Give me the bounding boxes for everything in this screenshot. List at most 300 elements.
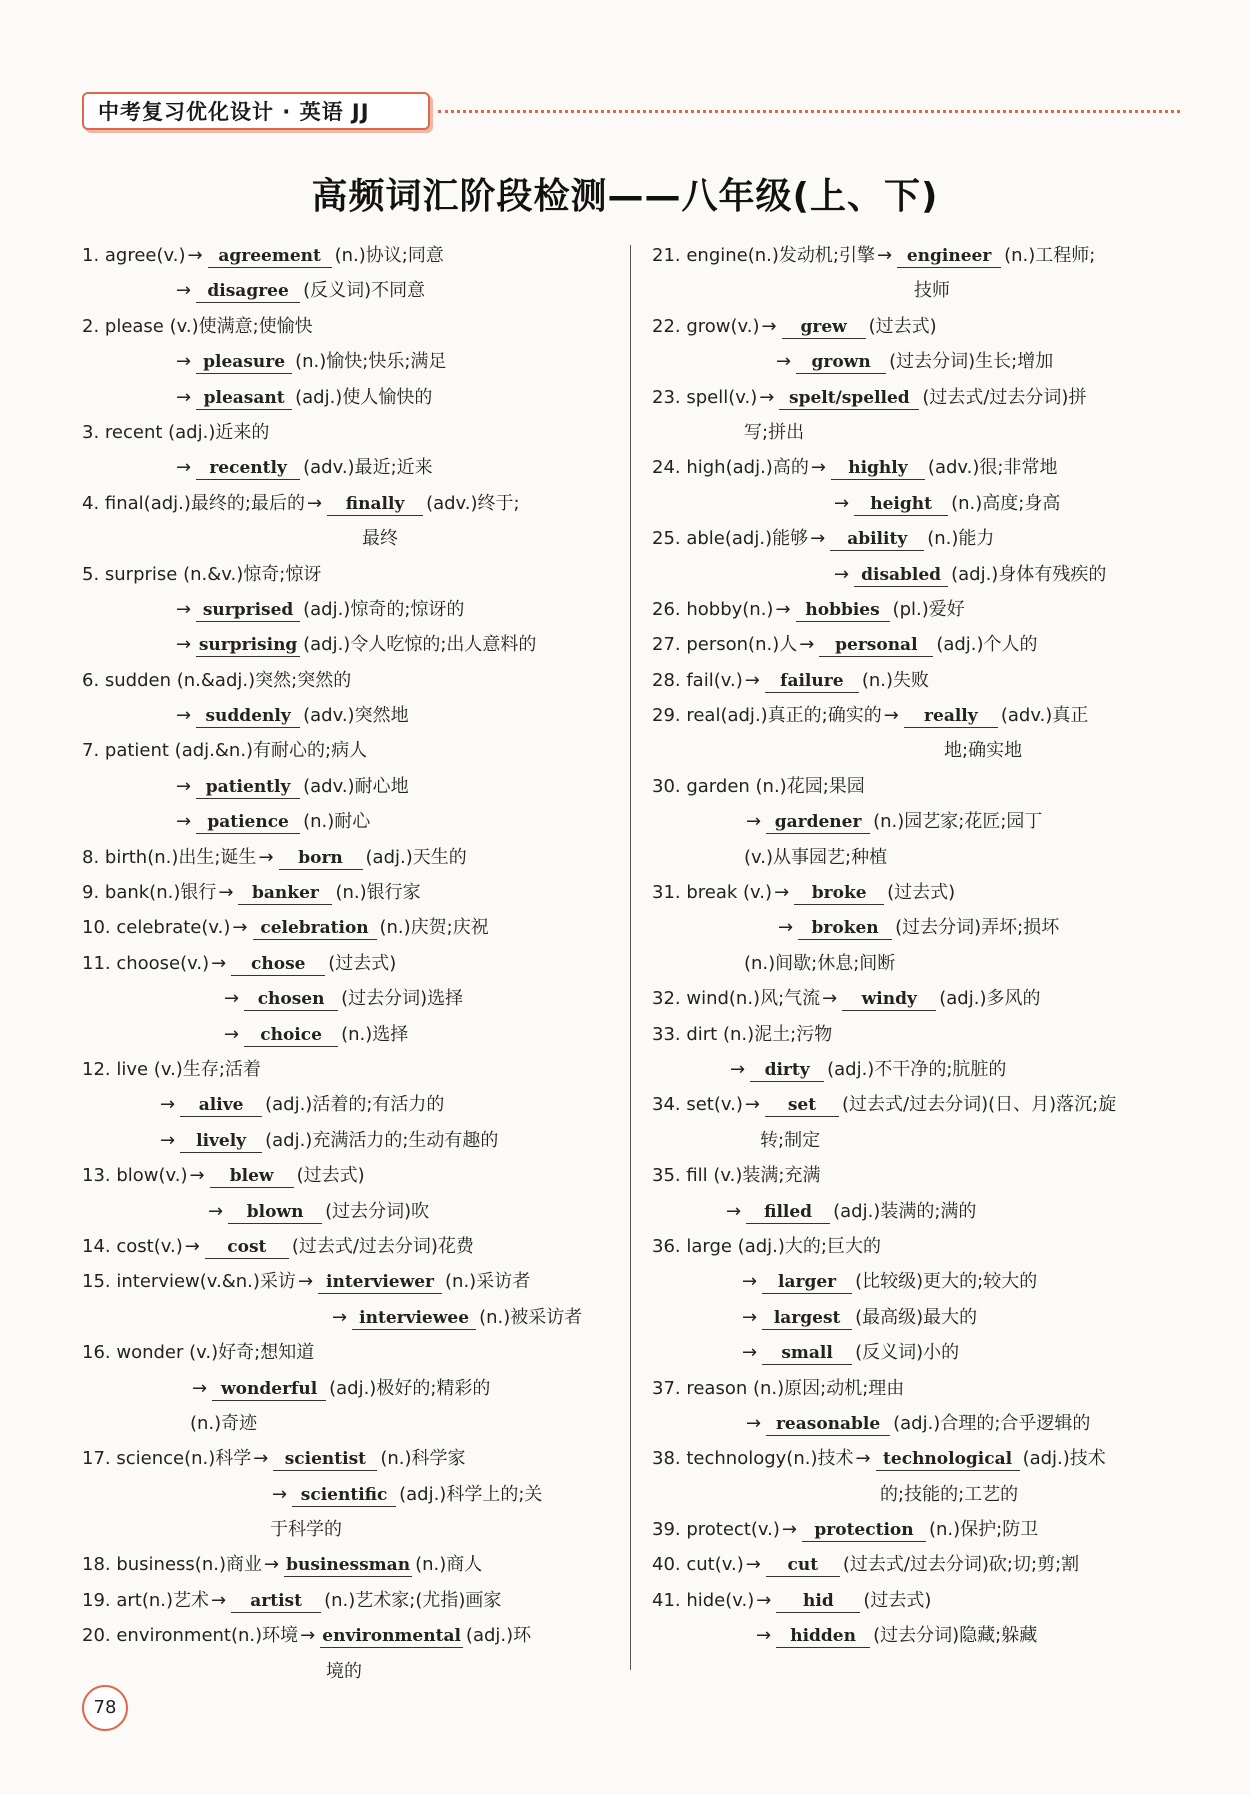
vocab-text: (adj.)合理的;合乎逻辑的 xyxy=(893,1412,1091,1434)
answer-blank: patiently xyxy=(196,776,300,799)
vocab-text: 36. large (adj.)大的;巨大的 xyxy=(652,1235,881,1257)
answer-blank: engineer xyxy=(897,245,1001,268)
answer-blank: reasonable xyxy=(766,1413,890,1436)
vocab-text: (n.)庆贺;庆祝 xyxy=(379,917,489,939)
vocab-text: 转;制定 xyxy=(760,1129,821,1151)
vocab-text: (adj.)极好的;精彩的 xyxy=(329,1377,491,1399)
vocab-line xyxy=(82,1087,622,1122)
answer-blank: spelt/spelled xyxy=(779,387,919,410)
vocab-text: 26. hobby(n.) xyxy=(652,598,774,620)
vocab-line xyxy=(82,1441,622,1476)
vocab-text: (过去分词)弄坏;损坏 xyxy=(895,917,1060,939)
arrow-icon: → xyxy=(176,811,192,833)
answer-blank: interviewee xyxy=(352,1307,476,1330)
vocab-line xyxy=(82,627,622,662)
vocab-line xyxy=(82,238,622,273)
vocab-text: 33. dirt (n.)泥土;污物 xyxy=(652,1023,833,1045)
vocab-text: (adv.)耐心地 xyxy=(303,775,409,797)
answer-blank: born xyxy=(279,847,363,870)
arrow-icon: → xyxy=(211,1589,227,1611)
arrow-icon: → xyxy=(253,1448,269,1470)
answer-blank: filled xyxy=(746,1201,830,1224)
arrow-icon: → xyxy=(176,351,192,373)
vocab-line xyxy=(82,521,622,556)
answer-blank: interviewer xyxy=(318,1271,442,1294)
vocab-text: (过去式/过去分词)拼 xyxy=(922,386,1087,408)
arrow-icon: → xyxy=(224,988,240,1010)
vocab-text: (n.)被采访者 xyxy=(479,1306,583,1328)
vocab-line xyxy=(652,1052,1192,1087)
vocab-text: 34. set(v.) xyxy=(652,1094,743,1116)
vocab-text: 2. please (v.)使满意;使愉快 xyxy=(82,315,313,337)
vocab-text: (n.)银行家 xyxy=(335,882,421,904)
vocab-text: (adv.)真正 xyxy=(1000,705,1089,727)
vocab-line xyxy=(82,1052,622,1087)
answer-blank: larger xyxy=(762,1271,852,1294)
vocab-text: 8. birth(n.)出生;诞生 xyxy=(82,846,257,868)
arrow-icon: → xyxy=(726,1200,742,1222)
vocab-text: (adj.)装满的;满的 xyxy=(833,1200,977,1222)
vocab-line xyxy=(652,769,1192,804)
vocab-text: (n.)商人 xyxy=(415,1554,483,1576)
arrow-icon: → xyxy=(306,492,323,514)
answer-blank: height xyxy=(854,493,948,516)
vocab-text: (过去式) xyxy=(868,315,937,337)
vocab-text: 37. reason (n.)原因;动机;理由 xyxy=(652,1377,905,1399)
vocab-text: (adj.)科学上的;关 xyxy=(399,1483,543,1505)
vocab-line xyxy=(82,1654,622,1689)
vocab-line xyxy=(652,1441,1192,1476)
arrow-icon: → xyxy=(300,1625,316,1647)
vocab-text: (adj.)惊奇的;惊讶的 xyxy=(303,598,465,620)
vocab-line xyxy=(652,1477,1192,1512)
vocab-line xyxy=(82,840,622,875)
vocab-text: (adj.)身体有残疾的 xyxy=(951,563,1107,585)
arrow-icon: → xyxy=(756,1625,772,1647)
vocab-text: (adj.)令人吃惊的;出人意料的 xyxy=(303,634,537,656)
vocab-text: (adv.)很;非常地 xyxy=(927,457,1058,479)
vocab-text: (n.)采访者 xyxy=(445,1271,531,1293)
answer-blank: patience xyxy=(196,811,300,834)
arrow-icon: → xyxy=(176,280,192,302)
answer-blank: hid xyxy=(776,1590,860,1613)
arrow-icon: → xyxy=(746,811,762,833)
vocab-line xyxy=(652,238,1192,273)
vocab-text: (adv.)突然地 xyxy=(303,705,409,727)
arrow-icon: → xyxy=(810,457,826,479)
vocab-line xyxy=(82,273,622,308)
vocab-text: 3. recent (adj.)近来的 xyxy=(82,421,270,443)
vocab-text: 15. interview(v.&n.)采访 xyxy=(82,1271,296,1293)
vocab-text: 10. celebrate(v.) xyxy=(82,917,231,939)
vocab-text: (n.)愉快;快乐;满足 xyxy=(295,351,447,373)
vocab-text: (比较级)更大的;较大的 xyxy=(855,1271,1038,1293)
vocab-text: 25. able(adj.)能够 xyxy=(652,528,809,550)
vocab-line xyxy=(652,698,1192,733)
answer-blank: chosen xyxy=(244,988,338,1011)
vocab-text: (n.)高度;身高 xyxy=(951,492,1061,514)
answer-blank: cost xyxy=(205,1236,289,1259)
arrow-icon: → xyxy=(730,1058,746,1080)
vocab-line xyxy=(652,1264,1192,1299)
vocab-line xyxy=(82,875,622,910)
arrow-icon: → xyxy=(761,315,777,337)
vocab-text: (adv.)最近;近来 xyxy=(303,457,433,479)
vocab-line xyxy=(82,1583,622,1618)
vocab-text: (过去分词)选择 xyxy=(341,988,464,1010)
answer-blank: chose xyxy=(231,953,325,976)
vocab-text: 7. patient (adj.&n.)有耐心的;病人 xyxy=(82,740,368,762)
vocab-text: (n.)艺术家;(尤指)画家 xyxy=(324,1589,502,1611)
vocab-line xyxy=(652,344,1192,379)
vocab-text: (adj.)技术 xyxy=(1022,1448,1106,1470)
answer-blank: pleasant xyxy=(196,387,292,410)
answer-blank: celebration xyxy=(253,917,377,940)
answer-blank: scientist xyxy=(273,1448,377,1471)
vocab-text: (反义词)不同意 xyxy=(303,280,426,302)
vocab-line xyxy=(652,1618,1192,1653)
answer-blank: surprising xyxy=(196,634,300,657)
answer-blank: grew xyxy=(782,316,866,339)
vocab-text: 6. sudden (n.&adj.)突然;突然的 xyxy=(82,669,352,691)
vocab-text: 41. hide(v.) xyxy=(652,1589,755,1611)
answer-blank: cut xyxy=(766,1554,840,1577)
vocab-line xyxy=(652,733,1192,768)
arrow-icon: → xyxy=(176,775,192,797)
vocab-line xyxy=(652,1194,1192,1229)
vocab-text: 40. cut(v.) xyxy=(652,1554,744,1576)
vocab-text: (pl.)爱好 xyxy=(892,598,965,620)
vocab-line xyxy=(652,1017,1192,1052)
vocab-line xyxy=(652,981,1192,1016)
vocab-text: (过去分词)隐藏;躲藏 xyxy=(873,1625,1038,1647)
arrow-icon: → xyxy=(187,245,203,266)
answer-blank: really xyxy=(904,705,998,728)
vocab-line xyxy=(652,380,1192,415)
answer-blank: finally xyxy=(327,493,423,516)
arrow-icon: → xyxy=(746,1412,762,1434)
arrow-icon: → xyxy=(263,1554,280,1576)
arrow-icon: → xyxy=(834,492,850,514)
answer-blank: choice xyxy=(244,1024,338,1047)
vocab-line xyxy=(82,1618,622,1653)
vocab-line xyxy=(652,1335,1192,1370)
arrow-icon: → xyxy=(822,988,838,1010)
vocab-text: 39. protect(v.) xyxy=(652,1519,780,1541)
arrow-icon: → xyxy=(297,1271,314,1293)
answer-blank: lively xyxy=(180,1130,262,1153)
vocab-text: (adj.)环 xyxy=(465,1625,532,1647)
vocab-line xyxy=(82,1477,622,1512)
arrow-icon: → xyxy=(778,917,794,939)
arrow-icon: → xyxy=(224,1023,240,1045)
arrow-icon: → xyxy=(176,634,192,656)
answer-blank: highly xyxy=(831,457,925,480)
vocab-text: (adj.)多风的 xyxy=(939,988,1041,1010)
answer-blank: protection xyxy=(802,1519,926,1542)
vocab-line xyxy=(82,1512,622,1547)
vocab-line xyxy=(652,1229,1192,1264)
vocab-text: 30. garden (n.)花园;果园 xyxy=(652,775,865,797)
arrow-icon: → xyxy=(176,457,192,479)
vocab-line xyxy=(82,910,622,945)
vocab-text: 23. spell(v.) xyxy=(652,386,758,408)
arrow-icon: → xyxy=(742,1306,758,1328)
vocab-text: 27. person(n.)人 xyxy=(652,634,798,656)
vocab-line xyxy=(82,1194,622,1229)
vocab-text: (adj.)天生的 xyxy=(365,846,467,868)
answer-blank: gardener xyxy=(766,811,870,834)
vocab-text: (n.)奇迹 xyxy=(190,1412,258,1434)
vocab-text: 38. technology(n.)技术 xyxy=(652,1448,854,1470)
vocab-line xyxy=(652,450,1192,485)
vocab-line xyxy=(82,1371,622,1406)
answer-blank: banker xyxy=(238,882,332,905)
arrow-icon: → xyxy=(855,1448,871,1470)
vocab-text: (过去式) xyxy=(296,1165,365,1187)
vocab-line xyxy=(652,1123,1192,1158)
vocab-line xyxy=(82,1158,622,1193)
vocab-text: (n.)园艺家;花匠;园丁 xyxy=(873,811,1043,833)
answer-blank: recently xyxy=(196,457,300,480)
vocab-text: 的;技能的;工艺的 xyxy=(880,1483,1019,1505)
answer-blank: suddenly xyxy=(196,705,300,728)
vocab-text: (反义词)小的 xyxy=(855,1342,960,1364)
vocab-line xyxy=(652,309,1192,344)
answer-blank: failure xyxy=(765,670,859,693)
arrow-icon: → xyxy=(759,386,775,408)
vocab-line xyxy=(82,663,622,698)
arrow-icon: → xyxy=(176,705,192,727)
vocab-text: 11. choose(v.) xyxy=(82,952,210,974)
arrow-icon: → xyxy=(775,598,791,620)
arrow-icon: → xyxy=(756,1589,772,1611)
answer-blank: scientific xyxy=(292,1484,396,1507)
vocab-line xyxy=(652,273,1192,308)
vocab-text: (n.)协议;同意 xyxy=(334,245,444,266)
answer-blank: hobbies xyxy=(796,599,890,622)
vocab-line xyxy=(652,592,1192,627)
vocab-line xyxy=(652,1547,1192,1582)
vocab-text: (过去式/过去分词)砍;切;剪;割 xyxy=(842,1554,1080,1576)
arrow-icon: → xyxy=(208,1200,224,1222)
answer-blank: environmental xyxy=(322,1626,461,1647)
vocab-text: (n.)选择 xyxy=(341,1023,409,1045)
vocab-line xyxy=(82,309,622,344)
arrow-icon: → xyxy=(160,1094,176,1116)
vocab-line xyxy=(652,415,1192,450)
arrow-icon: → xyxy=(834,563,850,585)
vocab-text: (过去式) xyxy=(863,1589,932,1611)
vocab-text: 19. art(n.)艺术 xyxy=(82,1589,210,1611)
arrow-icon: → xyxy=(176,386,192,408)
vocab-line xyxy=(82,450,622,485)
answer-blank: technological xyxy=(876,1448,1020,1471)
vocab-text: 5. surprise (n.&v.)惊奇;惊讶 xyxy=(82,563,322,585)
vocab-text: 最终 xyxy=(362,528,398,550)
answer-blank: windy xyxy=(842,988,936,1011)
vocab-line xyxy=(652,1158,1192,1193)
vocab-text: (最高级)最大的 xyxy=(855,1306,978,1328)
arrow-icon: → xyxy=(744,1094,760,1116)
answer-blank: largest xyxy=(762,1307,852,1330)
answer-blank: broken xyxy=(798,917,892,940)
answer-blank: disabled xyxy=(854,564,948,587)
vocab-text: 13. blow(v.) xyxy=(82,1165,188,1187)
arrow-icon: → xyxy=(810,528,826,550)
vocab-line xyxy=(82,769,622,804)
arrow-icon: → xyxy=(160,1129,176,1151)
vocab-text: 技师 xyxy=(914,280,950,302)
arrow-icon: → xyxy=(876,245,893,266)
vocab-line xyxy=(82,1123,622,1158)
vocab-line xyxy=(82,380,622,415)
vocab-line xyxy=(82,1547,622,1582)
vocab-line xyxy=(82,592,622,627)
vocab-text: 29. real(adj.)真正的;确实的 xyxy=(652,705,882,727)
vocab-text: (adv.)终于; xyxy=(426,492,520,514)
vocab-line xyxy=(82,344,622,379)
vocab-text: 地;确实地 xyxy=(944,740,1023,762)
vocab-line xyxy=(652,946,1192,981)
vocab-line xyxy=(652,1583,1192,1618)
arrow-icon: → xyxy=(189,1165,205,1187)
vocab-text: 4. final(adj.)最终的;最后的 xyxy=(82,492,305,514)
vocab-text: 21. engine(n.)发动机;引擎 xyxy=(652,245,875,266)
vocab-line xyxy=(82,1229,622,1264)
vocab-text: 17. science(n.)科学 xyxy=(82,1448,252,1470)
arrow-icon: → xyxy=(192,1377,208,1399)
vocab-line xyxy=(652,840,1192,875)
vocab-line xyxy=(652,627,1192,662)
arrow-icon: → xyxy=(799,634,815,656)
vocab-line xyxy=(652,1371,1192,1406)
vocab-line xyxy=(82,946,622,981)
vocab-text: (过去式) xyxy=(328,952,397,974)
vocab-text: 12. live (v.)生存;活着 xyxy=(82,1058,261,1080)
vocab-text: (过去式/过去分词)(日、月)落沉;旋 xyxy=(841,1094,1117,1116)
vocab-text: (过去式) xyxy=(887,882,956,904)
arrow-icon: → xyxy=(774,882,790,904)
book-series-title: 中考复习优化设计 · 英语 JJ xyxy=(98,100,370,124)
vocab-text: 于科学的 xyxy=(270,1519,342,1541)
answer-blank: hidden xyxy=(776,1625,870,1648)
answer-blank: personal xyxy=(819,634,933,657)
vocab-line xyxy=(82,415,622,450)
vocab-line xyxy=(82,733,622,768)
answer-blank: small xyxy=(762,1342,852,1365)
vocab-line xyxy=(652,1300,1192,1335)
vocab-line xyxy=(652,1087,1192,1122)
vocab-line xyxy=(652,521,1192,556)
arrow-icon: → xyxy=(776,351,792,373)
answer-blank: alive xyxy=(180,1094,262,1117)
vocab-line xyxy=(652,1406,1192,1441)
vocab-text: (n.)保护;防卫 xyxy=(929,1519,1039,1541)
vocab-text: (过去式/过去分词)花费 xyxy=(291,1235,474,1257)
answer-blank: ability xyxy=(830,528,924,551)
vocab-text: 28. fail(v.) xyxy=(652,669,743,691)
vocab-line xyxy=(652,804,1192,839)
vocab-text: (n.)科学家 xyxy=(380,1448,466,1470)
header-dotted-rule xyxy=(438,110,1180,113)
arrow-icon: → xyxy=(176,598,192,620)
vocab-line xyxy=(82,1017,622,1052)
arrow-icon: → xyxy=(184,1235,200,1257)
vocab-text: (adj.)充满活力的;生动有趣的 xyxy=(265,1129,499,1151)
arrow-icon: → xyxy=(332,1306,348,1328)
vocab-line xyxy=(82,1406,622,1441)
vocab-text: (n.)工程师; xyxy=(1004,245,1096,266)
vocab-line xyxy=(652,663,1192,698)
arrow-icon: → xyxy=(781,1519,797,1541)
page-title: 高频词汇阶段检测——八年级(上、下) xyxy=(311,176,939,217)
arrow-icon: → xyxy=(218,882,234,904)
vocab-line xyxy=(82,1264,622,1299)
vocab-line xyxy=(82,698,622,733)
arrow-icon: → xyxy=(211,952,227,974)
vocab-text: 24. high(adj.)高的 xyxy=(652,457,809,479)
arrow-icon: → xyxy=(744,669,760,691)
vocab-text: 14. cost(v.) xyxy=(82,1235,183,1257)
answer-blank: grown xyxy=(796,351,886,374)
vocab-line xyxy=(82,804,622,839)
answer-blank: blown xyxy=(228,1201,322,1224)
answer-blank: dirty xyxy=(750,1059,824,1082)
vocab-line xyxy=(652,875,1192,910)
vocab-line xyxy=(652,486,1192,521)
vocab-text: (n.)耐心 xyxy=(303,811,371,833)
vocab-line xyxy=(652,1512,1192,1547)
book-series-header xyxy=(82,92,430,130)
arrow-icon: → xyxy=(883,705,899,727)
answer-blank: blew xyxy=(210,1165,294,1188)
answer-blank: agreement xyxy=(208,245,332,268)
vocab-text: (过去分词)生长;增加 xyxy=(889,351,1054,373)
arrow-icon: → xyxy=(232,917,248,939)
vocab-text: 境的 xyxy=(326,1660,362,1682)
vocab-text: (adj.)使人愉快的 xyxy=(295,386,433,408)
column-divider xyxy=(630,245,631,1670)
answer-blank: set xyxy=(765,1094,839,1117)
vocab-text: 22. grow(v.) xyxy=(652,315,760,337)
arrow-icon: → xyxy=(272,1483,288,1505)
answer-blank: broke xyxy=(794,882,884,905)
vocab-text: 1. agree(v.) xyxy=(82,245,186,266)
arrow-icon: → xyxy=(258,846,274,868)
answer-blank: surprised xyxy=(196,599,300,622)
vocab-text: (adj.)个人的 xyxy=(936,634,1038,656)
answer-blank: pleasure xyxy=(196,351,292,374)
arrow-icon: → xyxy=(742,1271,758,1293)
answer-blank: disagree xyxy=(196,280,300,303)
arrow-icon: → xyxy=(745,1554,761,1576)
page-number: 78 xyxy=(82,1685,128,1731)
vocab-text: (n.)失败 xyxy=(861,669,930,691)
vocab-text: 16. wonder (v.)好奇;想知道 xyxy=(82,1342,315,1364)
vocab-line xyxy=(82,981,622,1016)
vocab-text: 32. wind(n.)风;气流 xyxy=(652,988,821,1010)
vocab-text: 20. environment(n.)环境 xyxy=(82,1625,299,1647)
vocab-text: (过去分词)吹 xyxy=(325,1200,430,1222)
vocab-line xyxy=(652,557,1192,592)
vocab-line xyxy=(82,1335,622,1370)
left-column xyxy=(82,238,622,1689)
vocab-line xyxy=(82,1300,622,1335)
answer-blank: artist xyxy=(231,1590,321,1613)
vocab-line xyxy=(652,910,1192,945)
vocab-text: 35. fill (v.)装满;充满 xyxy=(652,1165,821,1187)
